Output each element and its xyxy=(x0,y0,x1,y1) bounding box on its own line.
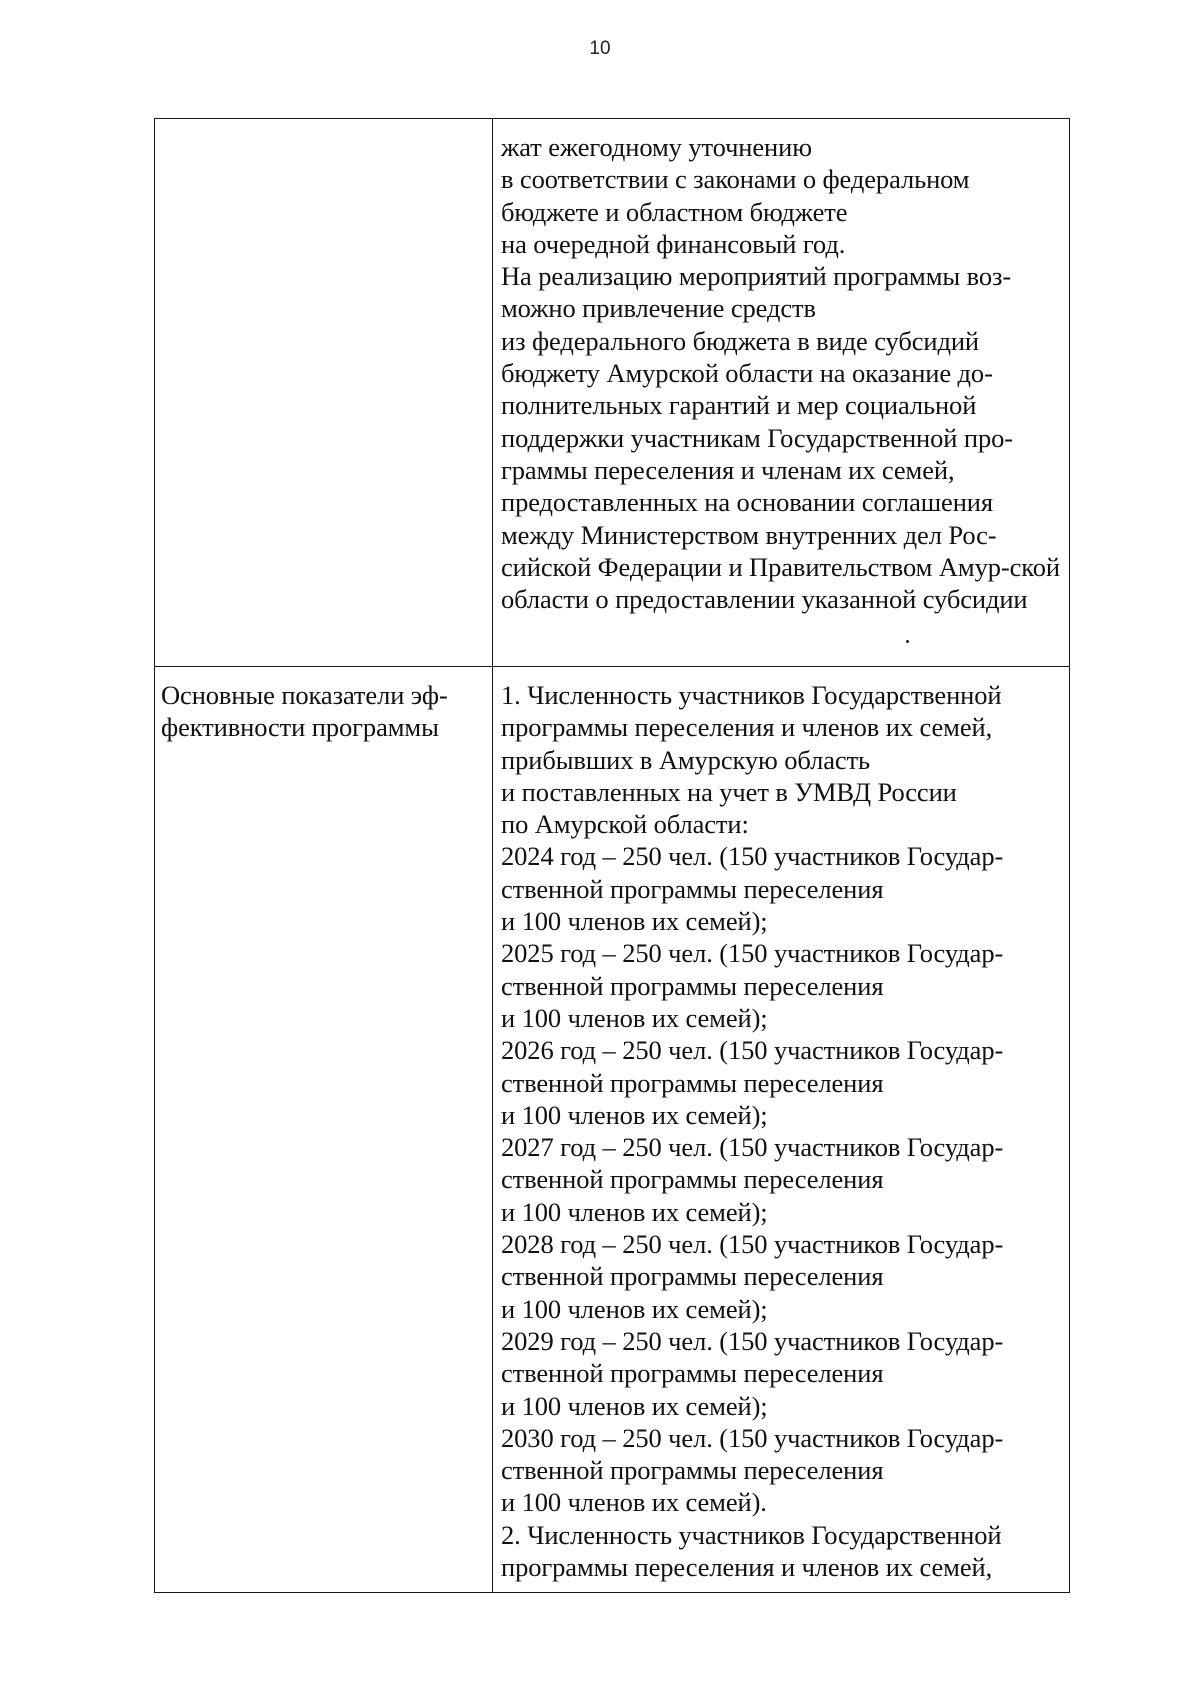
indicators-values-text: 1. Численность участников Государственной программы переселения и членов их семей, прибывших в Амурскую область и поставленных на учет в УМВД России по Амурской области: 2024 год – 250 чел. (150 участников Государ-ственной программы переселения и 100 членов их семей); 2025 год – 250 чел. (150 участников Государ-ственной программы переселения и 100 членов их семей); 2026 год – 250 чел. (150 участников Государ-ственной программы переселения и 100 членов их семей); 2027 год – 250 чел. (150 участников Государ-ственной программы переселения и 100 членов их семей); 2028 год – 250 чел. (150 участников Государ-ственной программы переселения и 100 членов их семей); 2029 год – 250 чел. (150 участников Государ-ственной программы переселения и 100 членов их семей); 2030 год – 250 чел. (150 участников Государ-ственной программы переселения и 100 членов их семей). 2. Численность участников Государственной программы переселения и членов их семей, xyxy=(501,680,1004,1583)
funding-description-text: жат ежегодному уточнению в соответствии с законами о федеральном бюджете и областном бюджете на очередной финансовый год. На реализацию мероприятий программы воз-можно привлечение средств из федерального бюджета в виде субсидий бюджету Амурской области на оказание до-полнительных гарантий и мер социальной поддержки участникам Государственной про-граммы переселения и членам их семей, предоставленных на основании соглашения между Министерством внутренних дел Рос-сийской Федерации и Правительством Амур-ской области о предоставлении указанной субсидии xyxy=(501,132,1060,615)
table-cell-value xyxy=(493,119,1070,667)
program-passport-table xyxy=(154,118,1070,1593)
table-cell-label xyxy=(155,667,493,1593)
scan-speck xyxy=(906,640,909,643)
table-cell-label xyxy=(155,119,493,667)
table-cell-value xyxy=(493,667,1070,1593)
table-row xyxy=(155,667,1070,1593)
indicators-label-text: Основные показатели эф-фективности программы xyxy=(161,680,448,743)
table-row xyxy=(155,119,1070,667)
page-number: 10 xyxy=(589,38,611,59)
